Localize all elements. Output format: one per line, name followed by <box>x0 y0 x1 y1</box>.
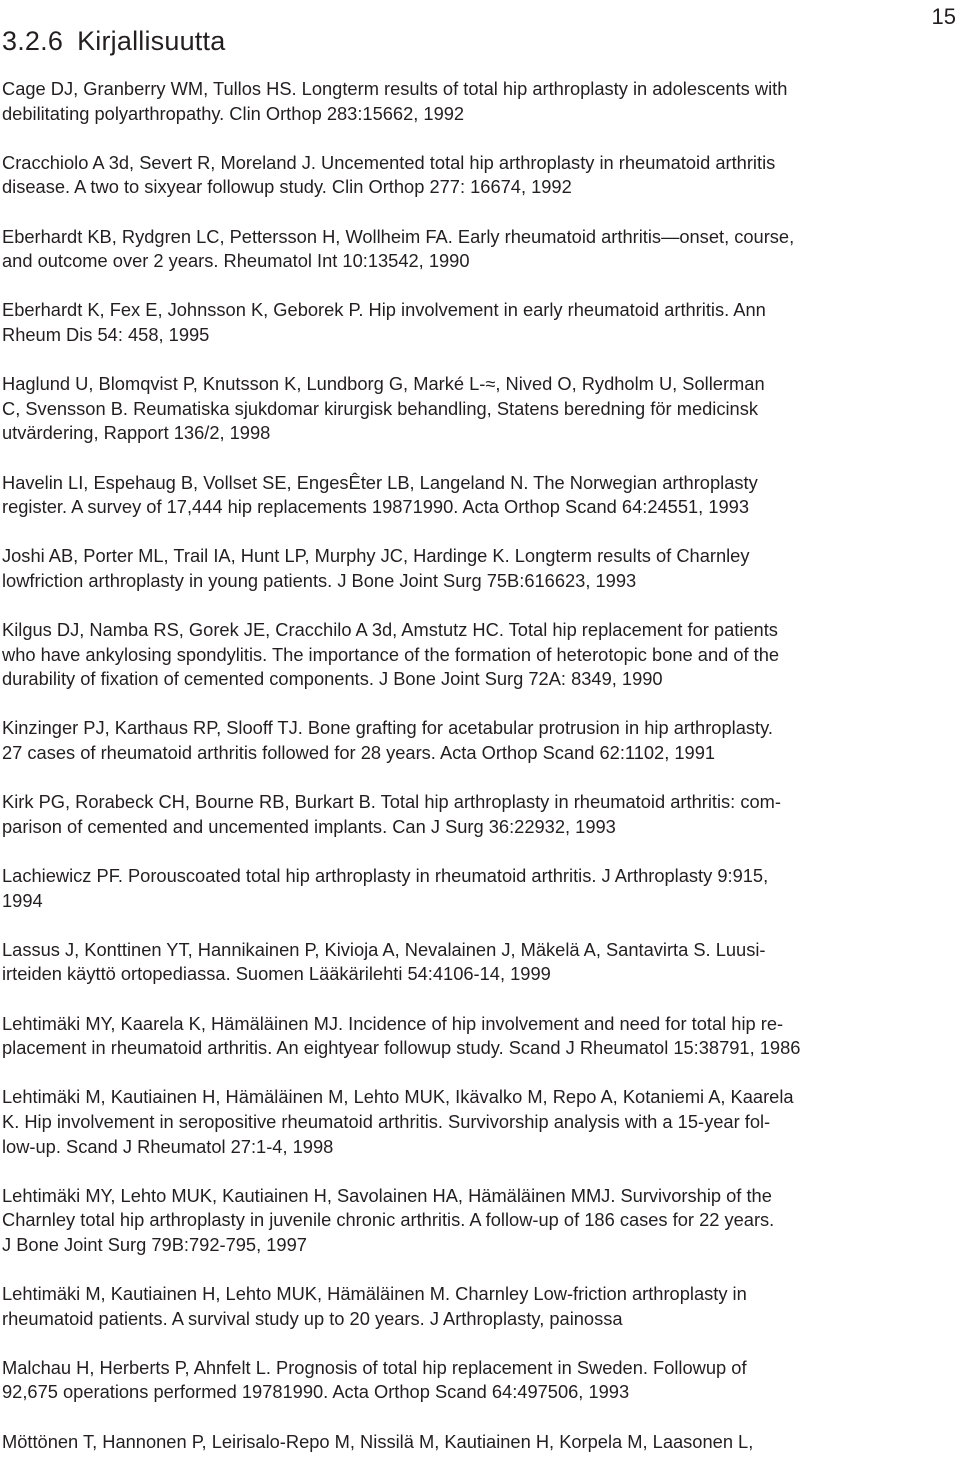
reference-line: parison of cemented and uncemented implants. Can J Surg 36:22932, 1993 <box>2 815 616 837</box>
reference-entry <box>2 1012 874 1061</box>
reference-entry <box>2 372 874 446</box>
reference-line: Eberhardt KB, Rydgren LC, Pettersson H, Wollheim FA. Early rheumatoid arthritis—onset, course, <box>2 225 795 247</box>
reference-line: Eberhardt K, Fex E, Johnsson K, Geborek P. Hip involvement in early rheumatoid arthritis. Ann <box>2 299 766 321</box>
reference-line: 92,675 operations performed 19781990. Acta Orthop Scand 64:497506, 1993 <box>2 1381 630 1403</box>
section-number: 3.2.6 <box>2 26 64 56</box>
reference-line: Kilgus DJ, Namba RS, Gorek JE, Cracchilo A 3d, Amstutz HC. Total hip replacement for patients <box>2 619 778 641</box>
reference-line: Lassus J, Konttinen YT, Hannikainen P, Kivioja A, Nevalainen J, Mäkelä A, Santavirta S. Luusi- <box>2 938 766 960</box>
reference-line: disease. A two to sixyear followup study. Clin Orthop 277: 16674, 1992 <box>2 176 572 198</box>
reference-list <box>2 77 874 1479</box>
reference-line: Rheum Dis 54: 458, 1995 <box>2 323 210 345</box>
reference-line: Lehtimäki M, Kautiainen H, Hämäläinen M, Lehto MUK, Ikävalko M, Repo A, Kotaniemi A, Kaarela <box>2 1086 794 1108</box>
reference-entry <box>2 790 874 839</box>
reference-line: utvärdering, Rapport 136/2, 1998 <box>2 422 271 444</box>
reference-line: Lehtimäki MY, Kaarela K, Hämäläinen MJ. Incidence of hip involvement and need for total hip re- <box>2 1012 784 1034</box>
reference-line: durability of fixation of cemented components. J Bone Joint Surg 72A: 8349, 1990 <box>2 668 663 690</box>
reference-line: low-up. Scand J Rheumatol 27:1-4, 1998 <box>2 1135 334 1157</box>
reference-line: and outcome over 2 years. Rheumatol Int 10:13542, 1990 <box>2 250 470 272</box>
reference-line: Haglund U, Blomqvist P, Knutsson K, Lundborg G, Marké L-≈, Nived O, Rydholm U, Sollerman <box>2 373 765 395</box>
reference-line: Charnley total hip arthroplasty in juvenile chronic arthritis. A follow-up of 186 cases for 22 years. <box>2 1209 775 1231</box>
reference-line: Lehtimäki MY, Lehto MUK, Kautiainen H, Savolainen HA, Hämäläinen MMJ. Survivorship of the <box>2 1184 772 1206</box>
reference-line: debilitating polyarthropathy. Clin Orthop 283:15662, 1992 <box>2 102 465 124</box>
reference-entry <box>2 151 874 200</box>
reference-entry <box>2 1430 874 1455</box>
reference-entry <box>2 618 874 692</box>
page-number: 15 <box>931 4 956 29</box>
reference-line: Lehtimäki M, Kautiainen H, Lehto MUK, Hämäläinen M. Charnley Low-friction arthroplasty in <box>2 1283 747 1305</box>
reference-line: J Bone Joint Surg 79B:792-795, 1997 <box>2 1233 307 1255</box>
reference-line: register. A survey of 17,444 hip replacements 19871990. Acta Orthop Scand 64:24551, 1993 <box>2 496 750 518</box>
reference-line: C, Svensson B. Reumatiska sjukdomar kirurgisk behandling, Statens beredning för medicinsk <box>2 397 758 419</box>
reference-entry <box>2 225 874 274</box>
reference-line: Cage DJ, Granberry WM, Tullos HS. Longterm results of total hip arthroplasty in adolescents with <box>2 78 788 99</box>
reference-line: irteiden käyttö ortopediassa. Suomen Lääkärilehti 54:4106-14, 1999 <box>2 963 551 985</box>
reference-entry <box>2 938 874 987</box>
reference-line: K. Hip involvement in seropositive rheumatoid arthritis. Survivorship analysis with a 15-year fol- <box>2 1110 771 1132</box>
reference-line: who have ankylosing spondylitis. The importance of the formation of heterotopic bone and of the <box>2 643 780 665</box>
reference-line: rheumatoid patients. A survival study up to 20 years. J Arthroplasty, painossa <box>2 1307 623 1329</box>
reference-line: Havelin LI, Espehaug B, Vollset SE, EngesÊter LB, Langeland N. The Norwegian arthroplasty <box>2 471 758 493</box>
reference-line: Joshi AB, Porter ML, Trail IA, Hunt LP, Murphy JC, Hardinge K. Longterm results of Charnley <box>2 545 750 567</box>
reference-line: 1994 <box>2 889 43 911</box>
reference-entry <box>2 1282 874 1331</box>
reference-line: Möttönen T, Hannonen P, Leirisalo-Repo M, Nissilä M, Kautiainen H, Korpela M, Laasonen L, <box>2 1430 754 1452</box>
section-heading <box>2 24 225 58</box>
reference-line: placement in rheumatoid arthritis. An eightyear followup study. Scand J Rheumatol 15:38791, 1986 <box>2 1037 801 1059</box>
reference-line: Kinzinger PJ, Karthaus RP, Slooff TJ. Bone grafting for acetabular protrusion in hip arthroplasty. <box>2 717 773 739</box>
reference-line: lowfriction arthroplasty in young patients. J Bone Joint Surg 75B:616623, 1993 <box>2 569 637 591</box>
reference-entry <box>2 1356 874 1405</box>
reference-entry <box>2 1184 874 1258</box>
reference-line: Cracchiolo A 3d, Severt R, Moreland J. Uncemented total hip arthroplasty in rheumatoid arthritis <box>2 151 776 173</box>
reference-entry <box>2 544 874 593</box>
reference-entry <box>2 716 874 765</box>
reference-line: Kirk PG, Rorabeck CH, Bourne RB, Burkart B. Total hip arthroplasty in rheumatoid arthritis: com- <box>2 791 781 813</box>
reference-entry <box>2 77 874 126</box>
reference-line: Lachiewicz PF. Porouscoated total hip arthroplasty in rheumatoid arthritis. J Arthroplasty 9:915, <box>2 865 769 886</box>
reference-entry <box>2 1085 874 1159</box>
reference-line: Malchau H, Herberts P, Ahnfelt L. Prognosis of total hip replacement in Sweden. Followup of <box>2 1356 747 1378</box>
section-title: Kirjallisuutta <box>77 26 226 56</box>
reference-entry <box>2 471 874 520</box>
reference-line: 27 cases of rheumatoid arthritis followed for 28 years. Acta Orthop Scand 62:1102, 1991 <box>2 742 716 764</box>
reference-entry <box>2 864 874 913</box>
reference-entry <box>2 298 874 347</box>
